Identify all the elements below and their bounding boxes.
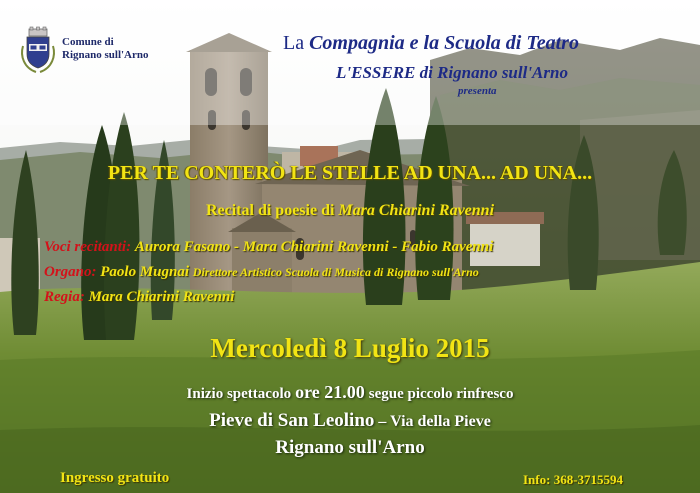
organizer-name-part2: L'ESSERE di Rignano sull'Arno: [336, 63, 568, 82]
organ-label: Organo:: [44, 264, 97, 280]
organizer-prefix: La: [283, 32, 305, 54]
venue-address: – Via della Pieve: [378, 413, 491, 430]
after-show-note: segue piccolo rinfresco: [368, 386, 514, 402]
direction-value: Mara Chiarini Ravenni: [88, 289, 235, 305]
voices-value: Aurora Fasano - Mara Chiarini Ravenni - Fabio Ravenni: [134, 239, 494, 255]
start-label: Inizio spettacolo: [186, 386, 292, 402]
event-title: PER TE CONTERÒ LE STELLE AD UNA... AD UNA...: [107, 162, 593, 184]
event-subtitle: [0, 202, 700, 220]
municipality-line2: Rignano sull'Arno: [62, 49, 149, 61]
organizer-name-part1: Compagnia e la Scuola di Teatro: [309, 32, 579, 54]
subtitle-author: Mara Chiarini Ravenni: [338, 202, 495, 219]
start-time-line: [0, 382, 700, 403]
organizer-line1: [283, 32, 683, 55]
venue-town: Rignano sull'Arno: [275, 437, 425, 458]
organ-note: Direttore Artistico Scuola di Musica di Rignano sull'Arno: [192, 265, 479, 279]
venue-line: [0, 410, 700, 432]
info-phone: Info: 368-3715594: [523, 472, 624, 487]
voices-label: Voci recitanti:: [44, 239, 132, 255]
municipality-line1: Comune di: [62, 36, 114, 48]
start-time: ore 21.00: [295, 382, 365, 402]
admission-label: Ingresso gratuito: [60, 470, 170, 486]
credit-direction: [44, 289, 234, 306]
venue-name: Pieve di San Leolino: [209, 410, 375, 431]
credit-voices: [44, 239, 493, 256]
direction-label: Regia:: [44, 289, 85, 305]
municipality-crest-icon: [18, 26, 58, 76]
municipality-name: [62, 36, 149, 62]
credit-organ: [44, 264, 479, 281]
subtitle-prefix: Recital di poesie di: [205, 202, 335, 219]
event-date: Mercoledì 8 Luglio 2015: [210, 333, 490, 363]
organ-value: Paolo Mugnai: [100, 264, 190, 280]
presents-label: presenta: [458, 85, 497, 97]
